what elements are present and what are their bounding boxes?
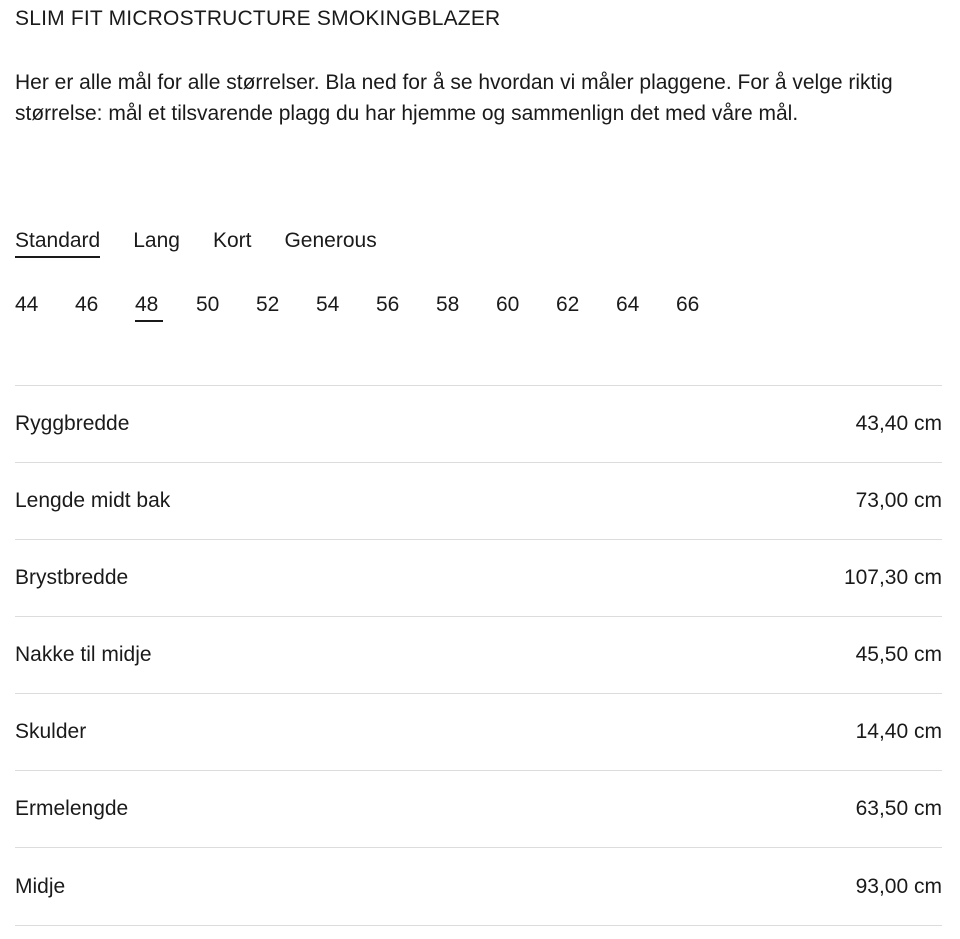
measurement-label: Ermelengde (15, 797, 129, 820)
size-option-46[interactable]: 46 (75, 293, 99, 316)
measurement-label: Brystbredde (15, 566, 129, 589)
measurement-value: 93,00 cm (855, 874, 942, 898)
intro-text: Her er alle mål for alle størrelser. Bla ned for å se hvordan vi måler plaggene. For å velge riktig størrelse: mål et tilsvarende plagg du har hjemme og sammenlign det med våre mål. (15, 71, 893, 125)
measurement-label: Lengde midt bak (15, 489, 171, 512)
table-row (15, 385, 942, 462)
size-option-64[interactable]: 64 (616, 293, 640, 316)
measurement-value: 45,50 cm (855, 643, 942, 666)
measurement-value: 43,40 cm (855, 412, 942, 435)
size-option-52[interactable]: 52 (256, 293, 280, 316)
size-option-50[interactable]: 50 (196, 293, 220, 316)
fit-tabs (15, 227, 377, 258)
tab-standard[interactable]: Standard (15, 227, 100, 258)
measurement-value: 63,50 cm (855, 797, 942, 820)
table-row (15, 847, 942, 926)
table-row (15, 770, 942, 847)
size-option-58[interactable]: 58 (436, 293, 460, 316)
table-row (15, 616, 942, 693)
size-selector (15, 291, 736, 322)
size-option-44[interactable]: 44 (15, 293, 39, 316)
size-option-60[interactable]: 60 (496, 293, 520, 316)
size-option-48[interactable]: 48 (135, 291, 163, 322)
size-option-66[interactable]: 66 (676, 293, 700, 316)
measurement-value: 14,40 cm (855, 720, 942, 743)
measurement-table (15, 385, 942, 926)
table-row (15, 539, 942, 616)
size-option-56[interactable]: 56 (376, 293, 400, 316)
measurement-label: Skulder (15, 720, 87, 743)
tab-generous[interactable]: Generous (284, 229, 377, 252)
measurement-value: 107,30 cm (843, 566, 942, 589)
product-title: SLIM FIT MICROSTRUCTURE SMOKINGBLAZER (15, 7, 501, 30)
table-row (15, 693, 942, 770)
tab-kort[interactable]: Kort (212, 229, 252, 252)
measurement-label: Midje (15, 874, 66, 898)
size-option-62[interactable]: 62 (556, 293, 580, 316)
tab-lang[interactable]: Lang (133, 229, 180, 252)
table-row (15, 462, 942, 539)
measurement-label: Ryggbredde (15, 412, 130, 435)
measurement-value: 73,00 cm (855, 489, 942, 512)
measurement-label: Nakke til midje (15, 643, 152, 666)
size-option-54[interactable]: 54 (316, 293, 340, 316)
